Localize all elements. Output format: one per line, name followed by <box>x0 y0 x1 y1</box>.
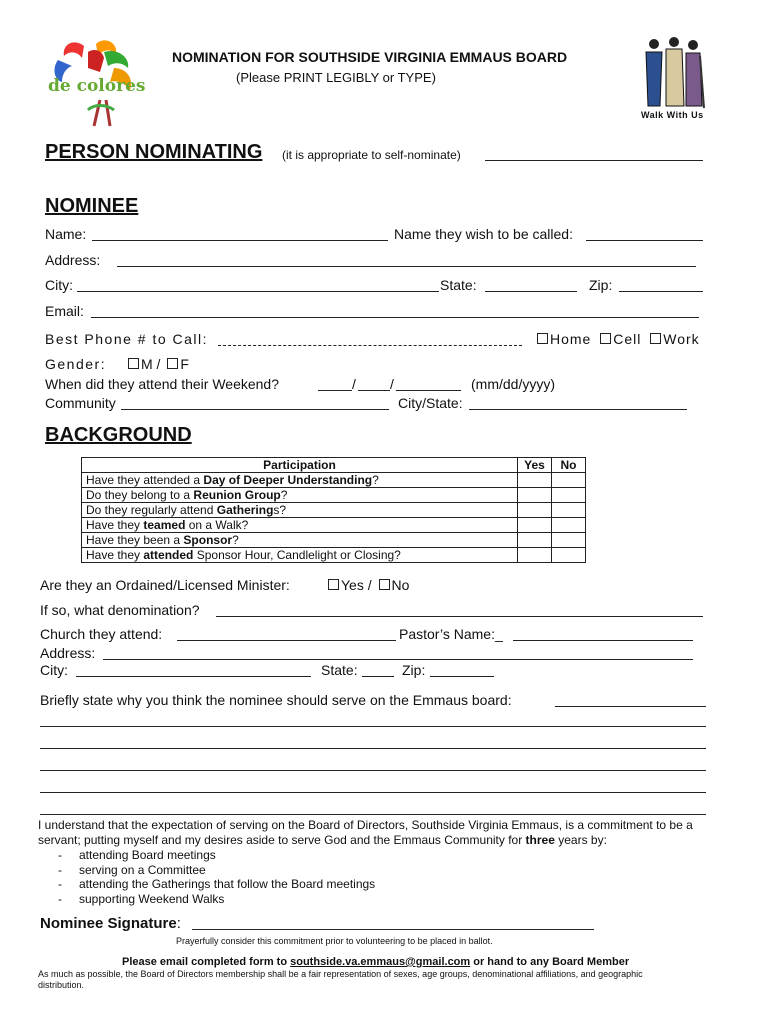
nominee-state-field[interactable] <box>485 277 577 292</box>
yes-cell[interactable] <box>518 533 552 548</box>
logo-text: de colores <box>48 76 146 96</box>
walk-with-us-image <box>640 36 706 110</box>
no-cell[interactable] <box>552 518 586 533</box>
church-zip-field[interactable] <box>430 662 494 677</box>
list-item-text: attending the Gatherings that follow the Board meetings <box>79 877 376 891</box>
nominee-name-label: Name: <box>45 226 87 242</box>
participation-table <box>81 457 586 563</box>
home-checkbox[interactable] <box>537 333 548 344</box>
footer-note-2: distribution. <box>38 980 85 990</box>
list-item-text: attending Board meetings <box>79 848 216 862</box>
no-cell[interactable] <box>552 503 586 518</box>
minister-no-option: No <box>391 577 410 593</box>
nominee-address-label: Address: <box>45 252 101 268</box>
minister-no-checkbox[interactable] <box>379 579 390 590</box>
weekend-label: When did they attend their Weekend? <box>45 376 280 392</box>
community-citystate-field[interactable] <box>469 395 687 410</box>
denomination-label: If so, what denomination? <box>40 602 200 618</box>
walk-with-us-caption: Walk With Us <box>641 110 704 120</box>
footer-email-line: Please email completed form to southside.va.emmaus@gmail.com or hand to any Board Member <box>122 956 630 968</box>
called-name-field[interactable] <box>586 226 703 241</box>
gender-options <box>128 356 189 372</box>
person-nominating-field[interactable] <box>485 146 703 161</box>
list-item: - <box>58 863 62 877</box>
cell-option: Cell <box>613 331 642 347</box>
list-item: - <box>58 892 62 906</box>
church-state-field[interactable] <box>362 662 394 677</box>
community-label: Community <box>45 395 116 411</box>
date-slash-2: / <box>390 376 394 392</box>
minister-options <box>328 577 409 593</box>
community-field[interactable] <box>121 395 389 410</box>
question-cell: Have they attended Sponsor Hour, Candlelight or Closing? <box>82 548 518 563</box>
no-cell[interactable] <box>552 533 586 548</box>
question-cell: Have they teamed on a Walk? <box>82 518 518 533</box>
question-cell: Do they regularly attend Gatherings? <box>82 503 518 518</box>
signature-label: Nominee Signature: <box>40 915 181 932</box>
minister-label: Are they an Ordained/Licensed Minister: <box>40 577 290 593</box>
minister-yes-checkbox[interactable] <box>328 579 339 590</box>
table-row <box>82 533 586 548</box>
yes-cell[interactable] <box>518 473 552 488</box>
email-link[interactable]: southside.va.emmaus@gmail.com <box>290 956 471 968</box>
nominee-city-field[interactable] <box>77 277 439 292</box>
nominee-city-label: City: <box>45 277 73 293</box>
why-serve-line[interactable] <box>40 712 706 727</box>
called-name-label: Name they wish to be called: <box>394 226 573 242</box>
church-address-label: Address: <box>40 645 96 661</box>
list-item-text: supporting Weekend Walks <box>79 892 225 906</box>
yes-cell[interactable] <box>518 548 552 563</box>
yes-header: Yes <box>518 458 552 473</box>
de-colores-logo <box>44 38 146 132</box>
weekend-year-field[interactable] <box>396 376 461 391</box>
no-cell[interactable] <box>552 488 586 503</box>
minister-yes-option: Yes / <box>341 577 372 593</box>
pastor-label: Pastor’s Name:_ <box>399 626 503 642</box>
no-cell[interactable] <box>552 473 586 488</box>
phone-label: Best Phone # to Call: <box>45 331 209 347</box>
church-state-label: State: <box>321 662 358 678</box>
form-subtitle: (Please PRINT LEGIBLY or TYPE) <box>236 70 436 85</box>
nominee-zip-label: Zip: <box>589 277 613 293</box>
nominee-email-field[interactable] <box>91 303 699 318</box>
no-cell[interactable] <box>552 548 586 563</box>
church-zip-label: Zip: <box>402 662 426 678</box>
weekend-day-field[interactable] <box>358 376 390 391</box>
list-item-text: serving on a Committee <box>79 863 206 877</box>
question-cell: Have they attended a Day of Deeper Understanding? <box>82 473 518 488</box>
church-city-field[interactable] <box>76 662 311 677</box>
yes-cell[interactable] <box>518 518 552 533</box>
phone-field[interactable] <box>218 331 522 346</box>
weekend-month-field[interactable] <box>318 376 352 391</box>
church-label: Church they attend: <box>40 626 163 642</box>
question-cell: Do they belong to a Reunion Group? <box>82 488 518 503</box>
background-heading: BACKGROUND <box>45 424 192 446</box>
signature-note: Prayerfully consider this commitment prior to volunteering to be placed in ballot. <box>176 936 493 946</box>
question-cell: Have they been a Sponsor? <box>82 533 518 548</box>
male-checkbox[interactable] <box>128 358 139 369</box>
home-option: Home <box>550 331 592 347</box>
church-city-label: City: <box>40 662 68 678</box>
nominee-name-field[interactable] <box>92 226 388 241</box>
why-serve-label: Briefly state why you think the nominee should serve on the Emmaus board: <box>40 692 512 708</box>
phone-type-options <box>537 331 700 347</box>
nominee-heading: NOMINEE <box>45 195 139 217</box>
why-serve-line[interactable] <box>40 734 706 749</box>
female-option: F <box>180 356 189 372</box>
date-format-hint: (mm/dd/yyyy) <box>471 376 555 392</box>
work-checkbox[interactable] <box>650 333 661 344</box>
nominee-email-label: Email: <box>45 303 84 319</box>
form-title: NOMINATION FOR SOUTHSIDE VIRGINIA EMMAUS BOARD <box>172 49 568 65</box>
signature-field[interactable] <box>192 915 594 930</box>
work-option: Work <box>663 331 700 347</box>
church-field[interactable] <box>177 626 396 641</box>
table-header-row <box>82 458 586 473</box>
table-row <box>82 548 586 563</box>
table-row <box>82 503 586 518</box>
list-item: - <box>58 848 62 862</box>
commitment-text-2: servant; putting myself and my desires aside to serve God and the Emmaus Community for three years by: <box>38 833 607 847</box>
nominee-address-field[interactable] <box>117 252 696 267</box>
date-slash-1: / <box>352 376 356 392</box>
yes-cell[interactable] <box>518 503 552 518</box>
participation-header: Participation <box>82 458 518 473</box>
why-serve-line[interactable] <box>40 778 706 793</box>
denomination-field[interactable] <box>216 602 703 617</box>
why-serve-line[interactable] <box>40 800 706 815</box>
yes-cell[interactable] <box>518 488 552 503</box>
church-address-field[interactable] <box>103 645 693 660</box>
nominee-zip-field[interactable] <box>619 277 703 292</box>
footer-note-1: As much as possible, the Board of Directors membership shall be a fair representation of sexes, age groups, denominational affiliations, and geographic <box>38 969 643 979</box>
nominee-state-label: State: <box>440 277 477 293</box>
table-row <box>82 473 586 488</box>
no-header: No <box>552 458 586 473</box>
commitment-text-1: I understand that the expectation of serving on the Board of Directors, Southside Virginia Emmaus, is a commitment to be a <box>38 818 693 832</box>
table-row <box>82 488 586 503</box>
pastor-field[interactable] <box>513 626 693 641</box>
why-serve-field-first[interactable] <box>555 692 706 707</box>
gender-label: Gender: <box>45 356 107 372</box>
cell-checkbox[interactable] <box>600 333 611 344</box>
table-row <box>82 518 586 533</box>
person-nominating-heading: PERSON NOMINATING <box>45 141 263 163</box>
list-item: - <box>58 877 62 891</box>
self-nominate-note: (it is appropriate to self-nominate) <box>282 148 461 162</box>
why-serve-line[interactable] <box>40 756 706 771</box>
male-option: M / <box>141 356 161 372</box>
community-citystate-label: City/State: <box>398 395 463 411</box>
female-checkbox[interactable] <box>167 358 178 369</box>
